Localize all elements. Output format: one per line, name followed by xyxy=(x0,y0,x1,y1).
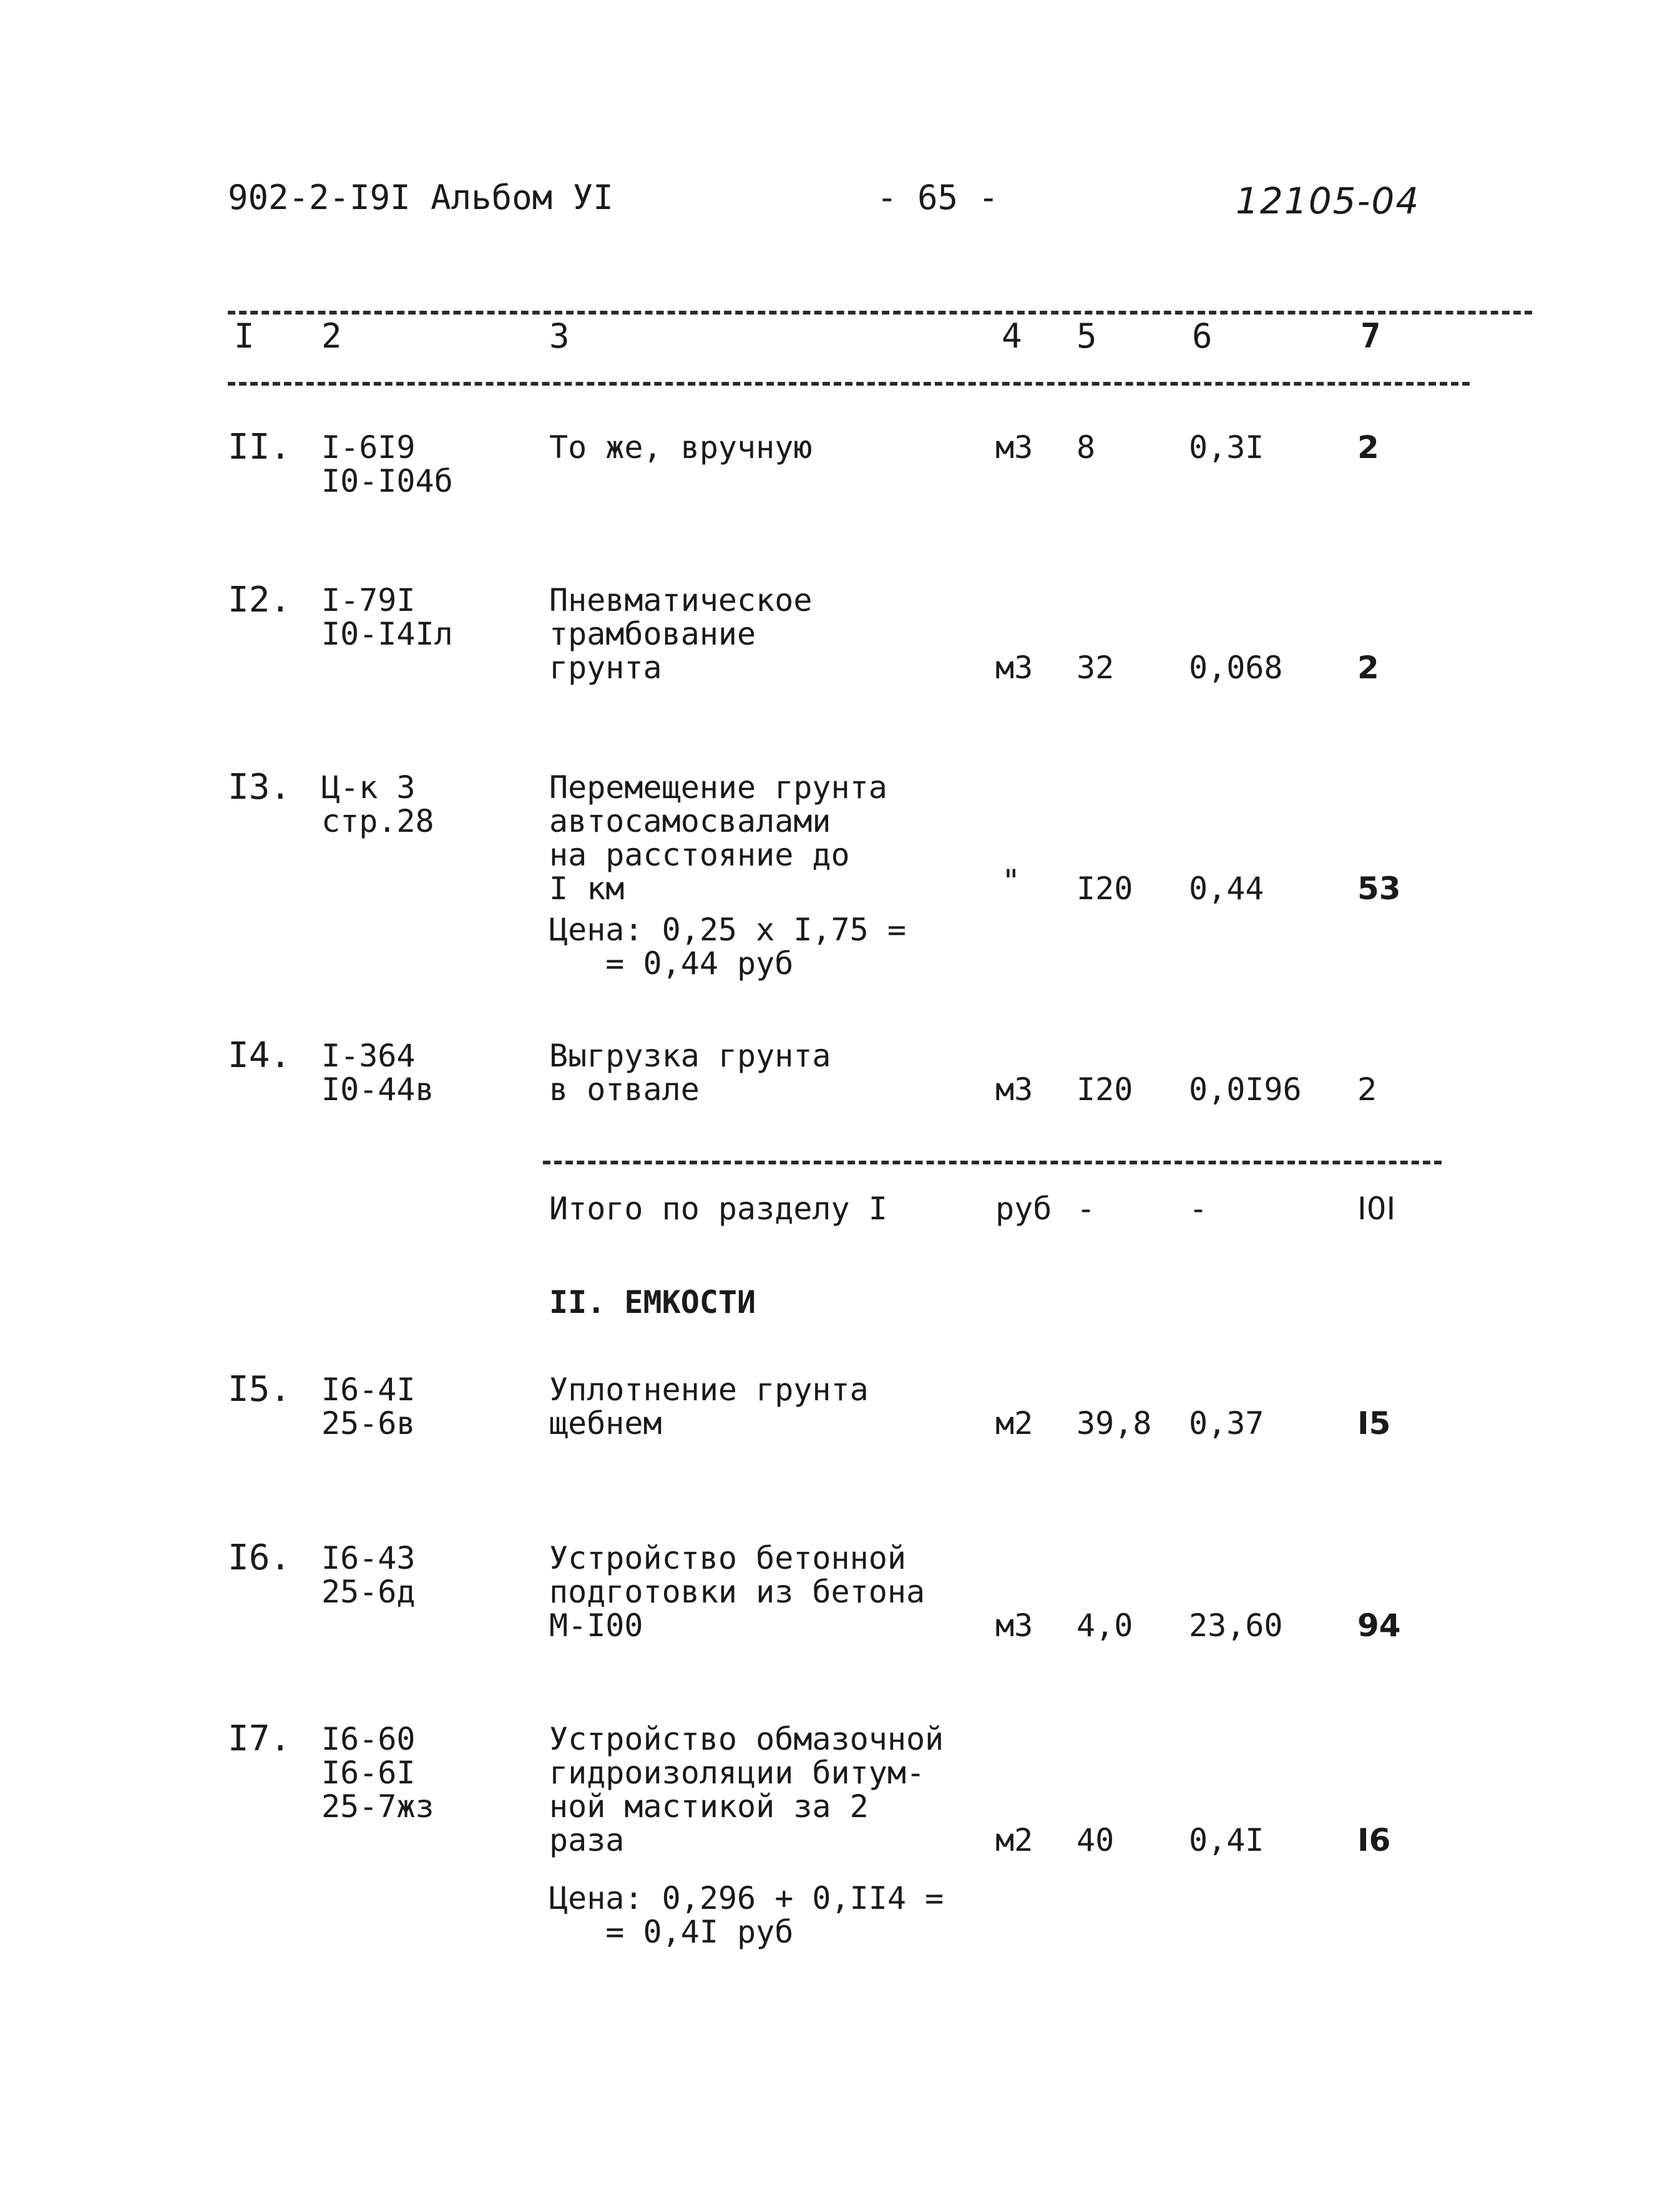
subtotal-rule xyxy=(543,1161,1442,1164)
subtotal-label: Итого по разделу I xyxy=(549,1191,887,1227)
section-title: II. ЕМКОСТИ xyxy=(549,1284,756,1320)
col-header-7: 7 xyxy=(1360,316,1381,356)
row-total: I6 xyxy=(1357,1822,1391,1858)
col-header-1: I xyxy=(234,316,255,356)
row-number: II. xyxy=(228,427,291,467)
row-quantity: 40 xyxy=(1077,1822,1115,1858)
price-note: Цена: 0,25 х I,75 = = 0,44 руб xyxy=(549,912,906,982)
document-code: 902-2-I9I Альбом УI xyxy=(228,178,613,217)
row-unit: м3 xyxy=(995,650,1033,686)
row-number: I2. xyxy=(228,580,291,620)
price-note: Цена: 0,296 + 0,II4 = = 0,4I руб xyxy=(549,1880,944,1950)
row-unit: м3 xyxy=(995,1607,1033,1644)
col-header-2: 2 xyxy=(321,316,342,356)
row-code: I6-4I 25-6в xyxy=(321,1372,416,1441)
row-description: Устройство обмазочной гидроизоляции битум- ной мастикой за 2 раза xyxy=(549,1721,944,1858)
row-price: 0,068 xyxy=(1189,650,1283,686)
row-price: 0,44 xyxy=(1189,870,1264,907)
row-number: I7. xyxy=(228,1719,291,1759)
row-description: Уплотнение грунта щебнем xyxy=(549,1372,869,1441)
row-number: I3. xyxy=(228,767,291,807)
row-code: I6-60 I6-6I 25-7жз xyxy=(321,1721,434,1825)
row-price: 0,3I xyxy=(1189,429,1264,466)
row-total: 2 xyxy=(1357,1071,1377,1108)
row-code: Ц-к 3 стр.28 xyxy=(321,769,434,839)
row-price: 0,4I xyxy=(1189,1822,1264,1858)
col-header-6: 6 xyxy=(1192,316,1213,356)
row-unit: м3 xyxy=(995,1071,1033,1108)
row-price: 0,0I96 xyxy=(1189,1071,1302,1108)
row-description: Выгрузка грунта в отвале xyxy=(549,1038,831,1108)
col-header-4: 4 xyxy=(1002,316,1022,356)
row-total: 2 xyxy=(1357,429,1379,466)
row-unit: м3 xyxy=(995,429,1033,466)
row-total: I5 xyxy=(1357,1405,1391,1441)
row-quantity: 8 xyxy=(1077,429,1096,466)
row-description: То же, вручную xyxy=(549,429,813,466)
row-number: I5. xyxy=(228,1369,291,1410)
row-unit: м2 xyxy=(995,1405,1033,1441)
row-total: 53 xyxy=(1357,870,1401,907)
col-header-5: 5 xyxy=(1077,316,1097,356)
row-quantity: 39,8 xyxy=(1077,1405,1152,1441)
subtotal-quantity: - xyxy=(1077,1191,1096,1227)
row-description: Пневматическое трамбование грунта xyxy=(549,582,813,686)
subtotal-price: - xyxy=(1189,1191,1208,1227)
row-quantity: 32 xyxy=(1077,650,1115,686)
row-description: Устройство бетонной подготовки из бетона М-I00 xyxy=(549,1540,925,1644)
row-quantity: I20 xyxy=(1077,1071,1133,1108)
row-code: I6-43 25-6д xyxy=(321,1540,416,1610)
table-top-rule xyxy=(228,311,1532,315)
row-quantity: I20 xyxy=(1077,870,1133,907)
row-description: Перемещение грунта автосамосвалами на расстояние до I км xyxy=(549,769,887,907)
page-number: - 65 - xyxy=(877,178,999,217)
row-code: I-364 I0-44в xyxy=(321,1038,434,1108)
row-number: I6. xyxy=(228,1538,291,1578)
table-header-rule xyxy=(228,382,1470,386)
row-quantity: 4,0 xyxy=(1077,1607,1133,1644)
subtotal-total: I0I xyxy=(1357,1191,1396,1227)
row-code: I-79I I0-I4Iл xyxy=(321,582,453,652)
handwritten-reference: 12105-04 xyxy=(1236,180,1420,222)
row-price: 0,37 xyxy=(1189,1405,1264,1441)
col-header-3: 3 xyxy=(549,316,570,356)
row-unit: " xyxy=(1002,863,1021,899)
row-total: 2 xyxy=(1357,650,1379,686)
row-unit: м2 xyxy=(995,1822,1033,1858)
row-code: I-6I9 I0-I04б xyxy=(321,429,453,499)
row-number: I4. xyxy=(228,1035,291,1076)
row-total: 94 xyxy=(1357,1607,1401,1644)
row-price: 23,60 xyxy=(1189,1607,1283,1644)
subtotal-unit: руб xyxy=(995,1191,1052,1227)
